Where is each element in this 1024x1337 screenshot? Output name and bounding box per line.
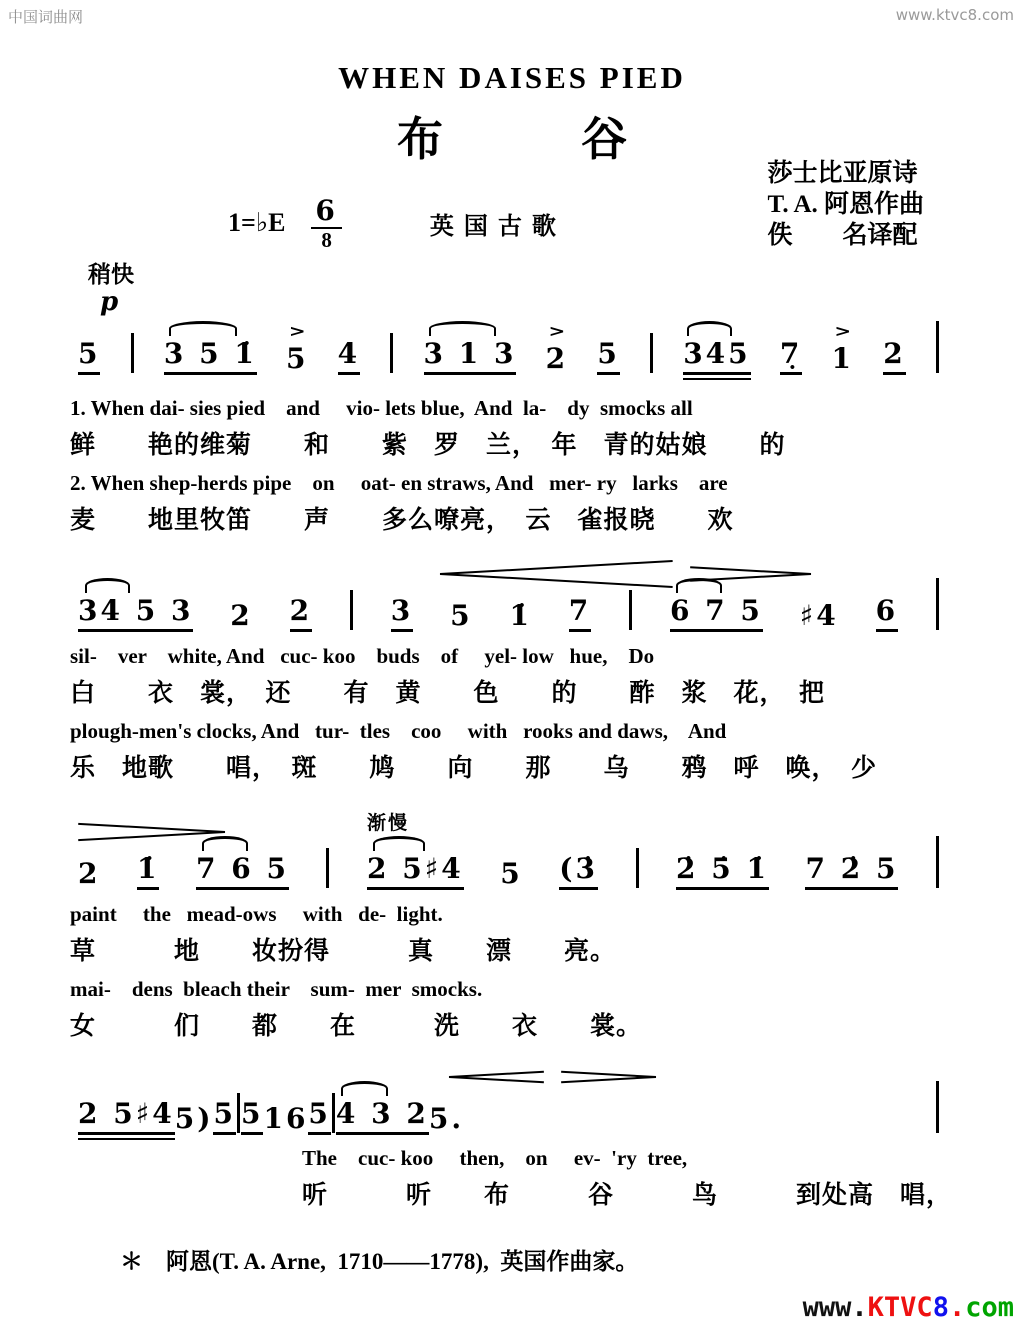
note-numbers: ): [197, 1102, 214, 1135]
lyric-line-chinese: 女 们 都 在 洗 衣 裳。: [70, 1013, 643, 1040]
note-numbers: 2 5♯4: [78, 1099, 175, 1135]
note-group: [366, 813, 464, 890]
barline: [650, 333, 653, 373]
time-signature-numerator: 6: [315, 194, 338, 227]
note-group: [569, 572, 591, 632]
note-group: [197, 1080, 213, 1135]
dynamic-marking: p: [100, 287, 119, 317]
note-numbers: 5: [241, 1099, 263, 1135]
slur-mark: [341, 1081, 388, 1096]
note-group: [780, 315, 802, 375]
note-numbers: 5: [78, 339, 100, 375]
key-signature-row: [228, 196, 566, 251]
lyric-line-chinese: 麦 地里牧笛 声 多么嘹亮， 云 雀报晓 欢: [70, 507, 734, 534]
note-group: [338, 315, 360, 375]
lyric-line-english: mai- dens bleach their sum- mer smocks.: [70, 977, 483, 1001]
note-numbers: 3: [391, 596, 413, 632]
lyric-line-chinese: 鲜 艳的维菊 和 紫 罗 兰， 年 青的姑娘 的: [70, 432, 786, 459]
note-group: [196, 830, 289, 890]
note-numbers: 5: [213, 1099, 235, 1135]
note-group: [286, 320, 308, 375]
note-group: [450, 577, 472, 632]
lyric-line-chinese: 草 地 妆扮得 真 漂 亮。: [70, 938, 617, 965]
note-numbers: 2: [883, 339, 905, 375]
music-line-2: [78, 572, 940, 632]
note-numbers: 2: [290, 596, 312, 632]
note-numbers: 2: [545, 342, 569, 375]
note-group: [308, 1075, 330, 1135]
note-numbers: 5: [174, 1102, 198, 1135]
note-group: [597, 315, 619, 375]
note-group: [230, 577, 252, 632]
note-numbers: 5: [500, 857, 523, 890]
note-numbers: 2: [230, 599, 253, 632]
watermark-segment: www.: [802, 1292, 868, 1323]
slur-mark: [85, 578, 131, 593]
lyric-block-3: [70, 896, 950, 1046]
note-group: [78, 835, 100, 890]
note-numbers: (3̇: [559, 854, 598, 890]
note-numbers: 4 3 2: [336, 1099, 429, 1135]
note-numbers: 1̇: [509, 599, 532, 632]
lyric-line-english: 2. When shep-herds pipe on oat- en straws, And mer- ry larks are: [70, 471, 728, 495]
music-line-1: [78, 315, 940, 375]
lyric-line-english: sil- ver white, And cuc- koo buds of yel- low hue, Do: [70, 644, 655, 668]
note-numbers: 5.: [428, 1102, 465, 1135]
note-group: [391, 572, 413, 632]
note-numbers: 7: [569, 596, 591, 632]
note-group: [883, 315, 905, 375]
note-group: [676, 830, 769, 890]
note-numbers: 2̇ 5̇ 1̇: [676, 854, 769, 890]
lyric-block-1: [70, 390, 950, 540]
barline: [936, 836, 939, 888]
note-group: [670, 572, 763, 632]
note-numbers: 345: [683, 339, 750, 375]
slur-mark: [202, 836, 249, 851]
note-group: [78, 1075, 175, 1135]
key-signature: 1=♭E: [228, 208, 286, 238]
note-group: [78, 315, 100, 375]
song-title-chinese: 布 谷: [397, 114, 627, 165]
note-group: [164, 315, 257, 375]
footnote: ＊ 阿恩(T. A. Arne, 1710——1778), 英国作曲家。: [120, 1249, 639, 1274]
note-numbers: 5: [450, 599, 473, 632]
note-group: [832, 320, 854, 375]
site-watermark: [803, 1292, 1014, 1323]
credit-line-1: 莎士比亚原诗: [767, 160, 918, 187]
note-numbers: 3 5 1̇: [164, 339, 257, 375]
lyric-line-english: plough-men's clocks, And tur- tles coo with rooks and daws, And: [70, 719, 727, 743]
note-group: [336, 1075, 429, 1135]
barline: [936, 578, 939, 630]
decrescendo-hairpin: [561, 1069, 656, 1083]
note-group: [805, 830, 898, 890]
note-group: [876, 572, 898, 632]
lyric-line-chinese: 白 衣 裳， 还 有 黄 色 的 酢 浆 花， 把: [70, 680, 826, 707]
note-group: [290, 572, 312, 632]
barline: [936, 321, 939, 373]
lyric-line-english: 1. When dai- sies pied and vio- lets blue, And la- dy smocks all: [70, 396, 693, 420]
note-numbers: 4: [338, 339, 360, 375]
note-numbers: 7̣: [780, 339, 802, 375]
note-numbers: 5: [308, 1099, 330, 1135]
lyric-line-chinese: 乐 地歌 唱， 斑 鸠 向 那 乌 鸦 呼 唤， 少: [70, 755, 878, 782]
note-numbers: 5: [597, 339, 619, 375]
lyric-line-english: The cuc- koo then, on ev- 'ry tree,: [302, 1146, 688, 1170]
barline: [332, 1093, 335, 1133]
watermark-segment: .: [948, 1292, 966, 1323]
note-numbers: 34 5 3: [78, 596, 193, 632]
barline: [350, 590, 353, 630]
barline: [131, 333, 134, 373]
note-numbers: 6: [876, 596, 898, 632]
lyric-block-2: [70, 638, 950, 788]
note-group: [424, 315, 517, 375]
note-group: [500, 835, 522, 890]
accent-mark: >: [834, 321, 852, 341]
music-line-3: [78, 813, 940, 890]
accent-mark: >: [548, 321, 566, 341]
music-line-4: [78, 1075, 940, 1135]
note-group: [286, 1080, 308, 1135]
note-numbers: 5: [286, 342, 309, 375]
note-numbers: 2 5♯4: [367, 854, 464, 890]
genre-label: 英国古歌: [429, 213, 566, 240]
note-numbers: 7 6 5: [196, 854, 289, 890]
barline: [326, 848, 329, 888]
credit-line-2: T. A. 阿恩作曲: [767, 191, 924, 218]
note-group: [509, 577, 531, 632]
slur-mark: [429, 321, 496, 336]
note-numbers: 6 7 5: [670, 596, 763, 632]
note-group: [78, 572, 193, 632]
site-url: www.ktvc8.com: [895, 6, 1014, 24]
credit-line-3: 佚 名译配: [767, 222, 918, 249]
note-group: [241, 1075, 263, 1135]
note-group: [213, 1075, 235, 1135]
accent-mark: >: [288, 321, 306, 341]
tempo-marking: 稍快: [88, 262, 134, 287]
note-numbers: 3 1 3: [424, 339, 517, 375]
note-numbers: 1̇: [137, 854, 159, 890]
lyric-block-4: [70, 1140, 1024, 1215]
time-signature-denominator: 8: [311, 227, 341, 251]
time-signature: [311, 196, 341, 251]
note-group: [175, 1080, 197, 1135]
note-group: [546, 320, 568, 375]
barline: [237, 1093, 240, 1133]
lyric-line-chinese: 听 听 布 谷 鸟 到处高 唱，: [302, 1182, 953, 1209]
site-name: 中国词曲网: [8, 8, 84, 26]
lyric-line-english: paint the mead-ows with de- light.: [70, 902, 443, 926]
note-numbers: 7 2̇ 5: [805, 854, 898, 890]
song-title-english: WHEN DAISES PIED: [338, 60, 686, 95]
note-group: [683, 315, 750, 375]
note-numbers: 6: [285, 1102, 309, 1135]
barline: [936, 1081, 939, 1133]
slur-mark: [169, 321, 236, 336]
note-numbers: 2: [78, 857, 101, 890]
note-group: [559, 830, 598, 890]
note-group: [137, 830, 159, 890]
note-numbers: ♯4: [799, 599, 839, 632]
note-group: [800, 577, 839, 632]
barline: [636, 848, 639, 888]
credits-block: [768, 158, 925, 251]
watermark-segment: 8: [932, 1292, 949, 1323]
note-group: [429, 1080, 464, 1135]
watermark-segment: com: [965, 1292, 1014, 1323]
barline: [629, 590, 632, 630]
crescendo-hairpin: [440, 566, 673, 580]
slur-mark: [373, 836, 425, 851]
tempo-change-label: 渐慢: [366, 813, 409, 834]
slur-mark: [676, 578, 723, 593]
note-numbers: 1: [263, 1102, 286, 1135]
slur-mark: [687, 321, 731, 336]
watermark-segment: KTVC: [867, 1292, 933, 1323]
barline: [390, 333, 393, 373]
note-numbers: 1: [831, 342, 854, 375]
note-group: [263, 1080, 285, 1135]
